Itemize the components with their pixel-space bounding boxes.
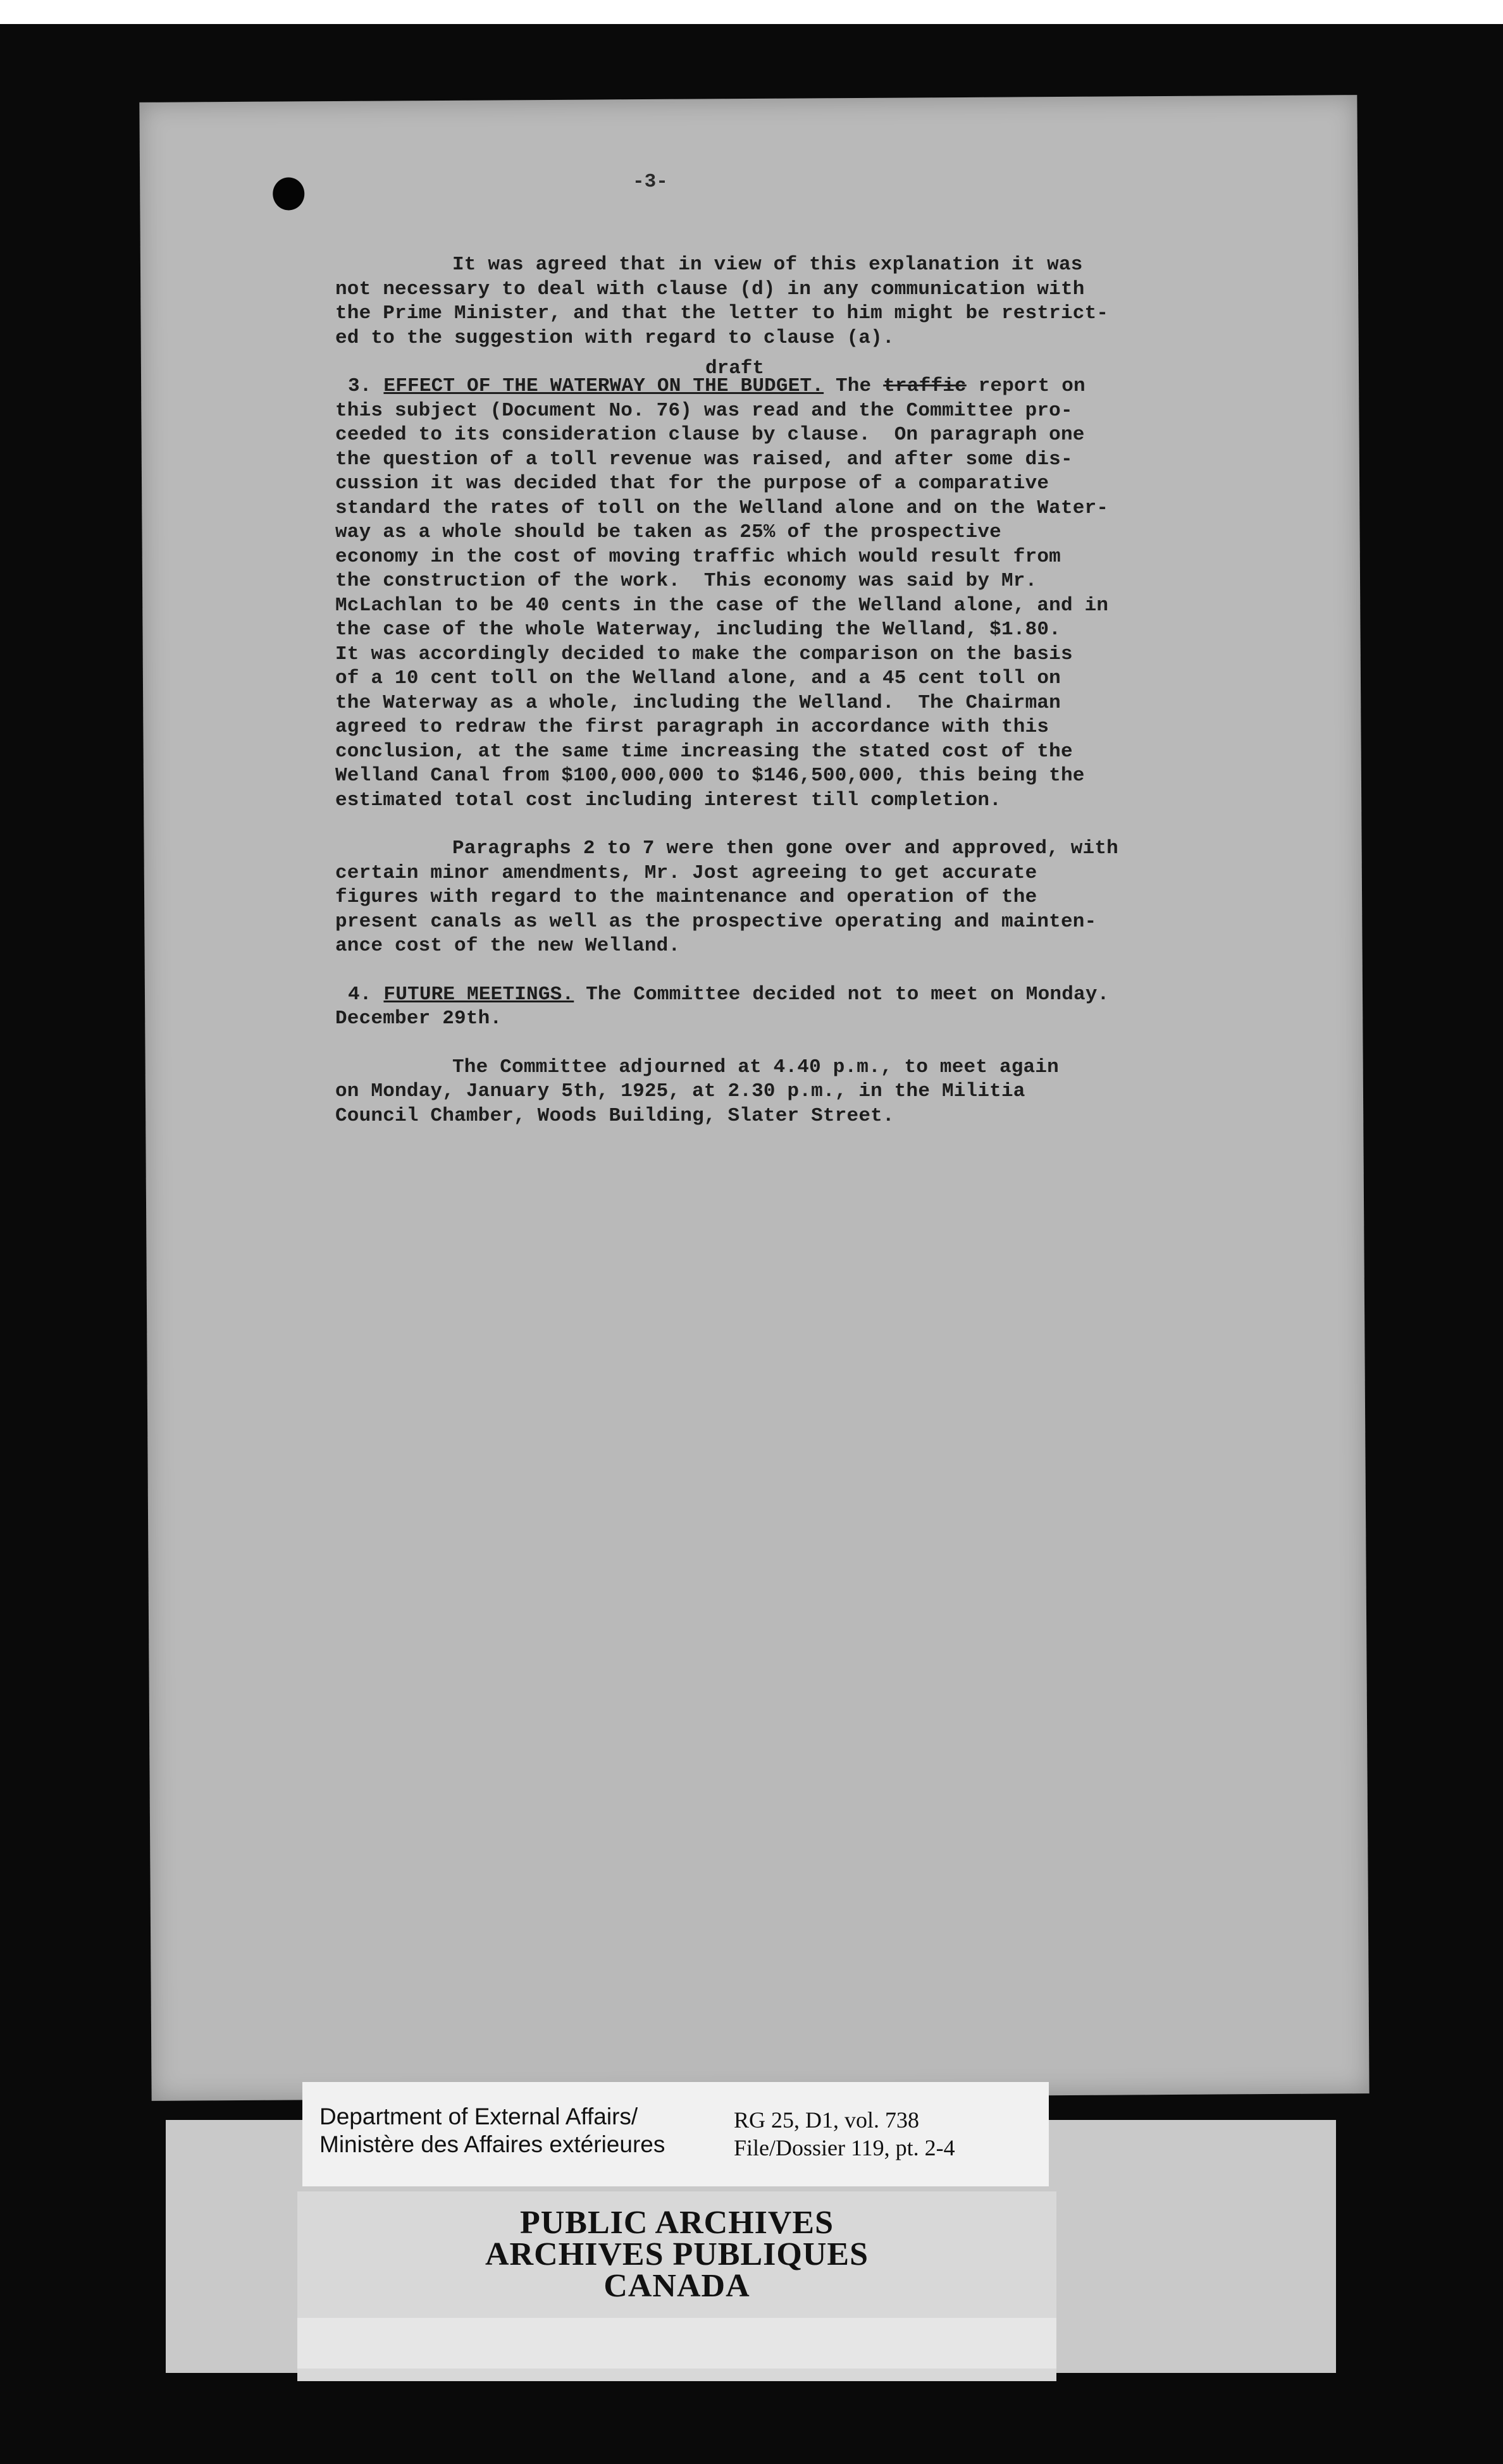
section-heading-line — [335, 374, 1271, 399]
section-number: 4. — [348, 983, 372, 1006]
struck-word: traffic — [883, 375, 967, 397]
inserted-word-draft: draft — [705, 357, 765, 379]
stamp-line-country: CANADA — [603, 2268, 750, 2304]
section-heading: FUTURE MEETINGS. — [383, 983, 574, 1006]
text-fragment: report on — [978, 375, 1086, 397]
text-line: It was accordingly decided to make the comparison on the basis — [335, 643, 1073, 665]
stamp-text — [297, 2207, 1056, 2302]
text-line: of a 10 cent toll on the Welland alone, and a 45 cent toll on — [335, 667, 1061, 689]
file-reference — [734, 2106, 955, 2162]
text-line: cussion it was decided that for the purpose of a comparative — [335, 472, 1049, 495]
department-fr: Ministère des Affaires extérieures — [319, 2131, 665, 2157]
text-line: certain minor amendments, Mr. Jost agreeing to get accurate — [335, 861, 1037, 884]
text-line: agreed to redraw the first paragraph in accordance with this — [335, 716, 1049, 738]
text-line: Paragraphs 2 to 7 were then gone over and approved, with — [452, 837, 1118, 859]
text-line: McLachlan to be 40 cents in the case of the Welland alone, and in — [335, 594, 1109, 617]
text-line: Welland Canal from $100,000,000 to $146,500,000, this being the — [335, 765, 1085, 787]
paragraph-3-budget — [335, 374, 1271, 813]
text-line: present canals as well as the prospective operating and mainten- — [335, 910, 1097, 933]
text-line: standard the rates of toll on the Welland alone and on the Water- — [335, 496, 1109, 519]
stamp-line-fr: ARCHIVES PUBLIQUES — [485, 2236, 869, 2272]
text-line: the Prime Minister, and that the letter to him might be restrict- — [335, 302, 1109, 324]
typed-body — [335, 253, 1271, 1128]
text-line: Council Chamber, Woods Building, Slater Street. — [335, 1104, 894, 1127]
paragraph-approval — [335, 837, 1271, 959]
text-line: estimated total cost including interest till completion. — [335, 789, 1001, 811]
department-en: Department of External Affairs/ — [319, 2104, 638, 2129]
text-line: the Waterway as a whole, including the Welland. The Chairman — [335, 691, 1061, 714]
text-line: not necessary to deal with clause (d) in any communication with — [335, 278, 1085, 300]
text-line: ceeded to its consideration clause by clause. On paragraph one — [335, 424, 1085, 446]
text-fragment: The — [835, 375, 872, 397]
text-line: the question of a toll revenue was raised, and after some dis- — [335, 448, 1073, 471]
text-line: the construction of the work. This economy was said by Mr. — [335, 570, 1037, 592]
department-label — [319, 2103, 665, 2159]
text-line: economy in the cost of moving traffic which would result from — [335, 545, 1061, 568]
section-number: 3. — [348, 375, 372, 397]
stamp-line-en: PUBLIC ARCHIVES — [519, 2205, 834, 2241]
text-line: The Committee adjourned at 4.40 p.m., to meet again — [452, 1056, 1059, 1078]
text-fragment: The Committee decided not to meet on Monday. — [586, 983, 1110, 1006]
text-line: It was agreed that in view of this explanation it was — [452, 254, 1083, 276]
paragraph-adjournment — [335, 1056, 1271, 1129]
text-line: ed to the suggestion with regard to clause (a). — [335, 326, 894, 349]
text-line: the case of the whole Waterway, including the Welland, $1.80. — [335, 619, 1061, 641]
text-line: December 29th. — [335, 1007, 502, 1030]
text-line: ance cost of the new Welland. — [335, 935, 681, 957]
page-number: -3- — [633, 171, 668, 193]
stamp-lower-strip — [297, 2318, 1056, 2369]
text-line: figures with regard to the maintenance and operation of the — [335, 886, 1037, 908]
file-dossier: File/Dossier 119, pt. 2-4 — [734, 2135, 955, 2160]
text-line: conclusion, at the same time increasing the stated cost of the — [335, 740, 1073, 763]
text-line: way as a whole should be taken as 25% of the prospective — [335, 521, 1001, 543]
punch-hole — [273, 177, 304, 210]
section-heading-line — [335, 983, 1271, 1007]
record-group: RG 25, D1, vol. 738 — [734, 2107, 920, 2133]
paragraph-4-meetings — [335, 983, 1271, 1032]
public-archives-stamp — [297, 2191, 1056, 2381]
text-line: on Monday, January 5th, 1925, at 2.30 p.m., in the Militia — [335, 1080, 1025, 1102]
section-heading: EFFECT OF THE WATERWAY ON THE BUDGET. — [383, 375, 824, 397]
text-line: this subject (Document No. 76) was read and the Committee pro- — [335, 399, 1073, 422]
paragraph-1 — [335, 253, 1271, 350]
